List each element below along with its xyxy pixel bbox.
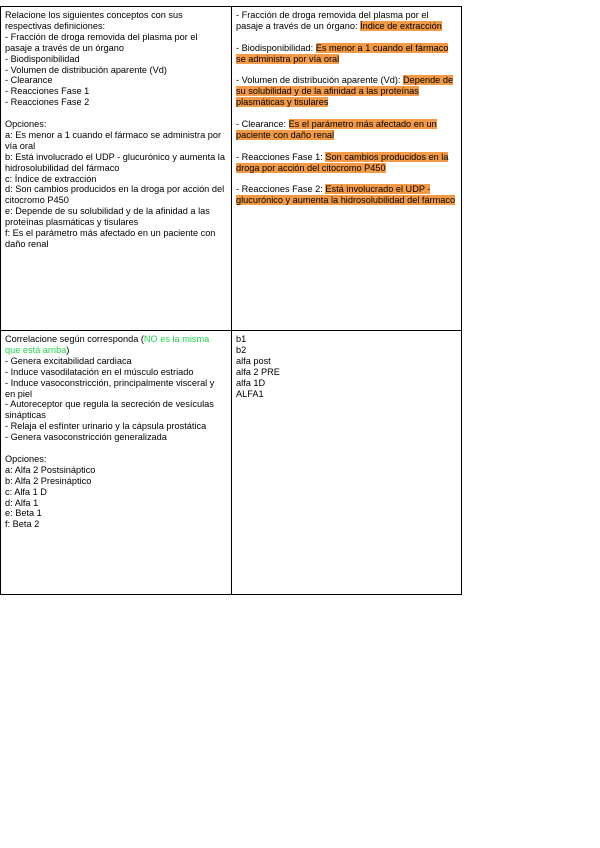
answer-label: - Reacciones Fase 1: (236, 151, 326, 162)
table-row-2 (1, 331, 462, 595)
question-1-option: e: Depende de su solubilidad y de la afinidad a las proteínas plasmáticas y tisulares (5, 206, 210, 228)
table-row-1 (1, 7, 462, 331)
question-2-intro-text: Correlacione según corresponda ( (5, 334, 144, 344)
question-1-item: - Fracción de droga removida del plasma por el pasaje a través de un órgano (5, 31, 198, 53)
question-2-item: - Induce vasodilatación en el músculo estriado (5, 366, 194, 377)
question-2-item: - Genera excitabilidad cardiaca (5, 355, 132, 366)
question-1-cell (1, 7, 232, 331)
answer-highlight: Son cambios producidos en la droga por acción del citocromo P450 (236, 151, 449, 173)
question-2-intro (5, 334, 227, 356)
question-1-item: - Clearance (5, 75, 53, 86)
question-2-option: e: Beta 1 (5, 508, 42, 519)
question-2-item: - Induce vasoconstricción, principalmente visceral y en piel (5, 377, 215, 399)
question-1-option: c: Índice de extracción (5, 173, 97, 184)
question-2-item: - Relaja el esfínter urinario y la cápsula prostática (5, 421, 207, 432)
question-2-cell (1, 331, 232, 595)
answer-label: - Volumen de distribución aparente (Vd): (236, 75, 403, 86)
answer-2-line: alfa 2 PRE (236, 366, 280, 377)
question-2-option: a: Alfa 2 Postsináptico (5, 464, 96, 475)
question-1-option: a: Es menor a 1 cuando el fármaco se administra por vía oral (5, 129, 222, 151)
answer-2-line: b1 (236, 334, 247, 344)
question-2-option: d: Alfa 1 (5, 497, 39, 508)
question-2-item: - Autoreceptor que regula la secreción de vesículas sinápticas (5, 399, 214, 421)
question-2-option: c: Alfa 1 D (5, 486, 47, 497)
question-1-option: d: Son cambios producidos en la droga por acción del citocromo P450 (5, 184, 225, 206)
question-1-item: - Reacciones Fase 1 (5, 86, 90, 97)
question-1-option: b: Está involucrado el UDP - glucurónico y aumenta la hidrosolubilidad del fármaco (5, 151, 225, 173)
question-1-option: f: Es el parámetro más afectado en un paciente con daño renal (5, 228, 216, 250)
answer-highlight: Está involucrado el UDP - glucurónico y aumenta la hidrosolubilidad del fármaco (236, 184, 456, 206)
answer-1-entry (236, 152, 457, 174)
answer-highlight: Es menor a 1 cuando el fármaco se administra por vía oral (236, 42, 449, 64)
answer-1-cell[interactable] (232, 7, 462, 331)
question-2-option: f: Beta 2 (5, 519, 40, 530)
question-1-item: - Reacciones Fase 2 (5, 97, 90, 108)
answer-label: - Biodisponibilidad: (236, 42, 316, 53)
answer-1-entry (236, 119, 457, 141)
answer-2-cell[interactable] (232, 331, 462, 595)
question-1-item: - Volumen de distribución aparente (Vd) (5, 64, 167, 75)
answer-2-line: b2 (236, 344, 247, 355)
question-2-note: NO es la misma que está arriba (5, 334, 210, 355)
question-2-item: - Genera vasoconstricción generalizada (5, 432, 167, 443)
exercise-table (0, 6, 462, 595)
answer-2-line: alfa 1D (236, 377, 266, 388)
question-1-item: - Biodisponibilidad (5, 53, 80, 64)
answer-1-entry (236, 10, 457, 32)
answer-1-entry (236, 75, 457, 108)
answer-highlight: Depende de su solubilidad y de la afinidad a las proteínas plasmáticas y tisulares (236, 75, 454, 108)
answer-2-line: alfa post (236, 355, 271, 366)
question-2-options-title: Opciones: (5, 453, 47, 464)
answer-1-entry (236, 43, 457, 65)
question-1-intro: Relacione los siguientes conceptos con sus respectivas definiciones: (5, 10, 183, 31)
question-1-options-title: Opciones: (5, 119, 47, 130)
question-2-option: b: Alfa 2 Presináptico (5, 475, 92, 486)
answer-label: - Fracción de droga removida del plasma por el pasaje a través de un órgano: (236, 10, 429, 31)
answer-label: - Clearance: (236, 119, 289, 130)
answer-label: - Reacciones Fase 2: (236, 184, 326, 195)
answer-highlight: Índice de extracción (360, 20, 442, 31)
answer-1-entry (236, 184, 457, 206)
question-2-intro-close: ) (66, 344, 70, 355)
answer-2-line: ALFA1 (236, 388, 264, 399)
answer-highlight: Es el parámetro más afectado en un paciente con daño renal (236, 119, 437, 140)
